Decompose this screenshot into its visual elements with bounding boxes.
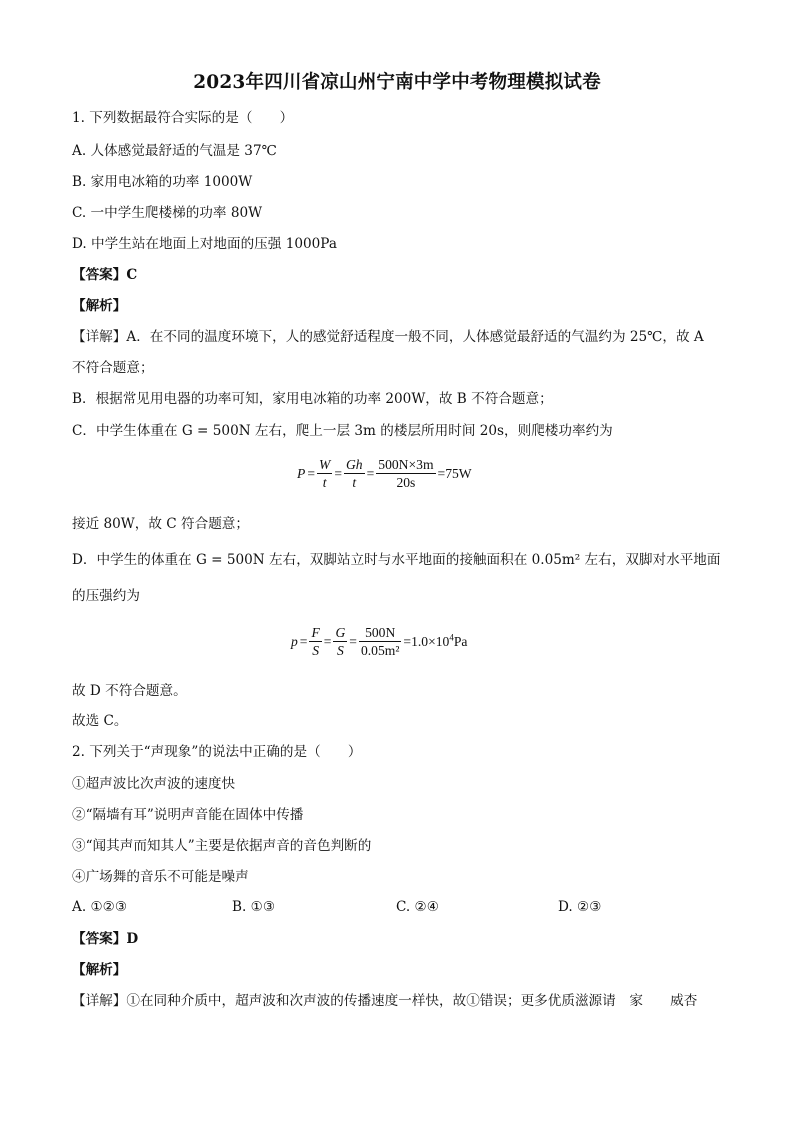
formula-power-frac-3-num: 500N×3m — [378, 457, 434, 472]
formula-pressure-result-base: =1.0×10 — [403, 633, 450, 649]
formula-power-eq: = — [366, 465, 375, 481]
q1-option-b: B. 家用电冰箱的功率 1000W — [72, 174, 253, 190]
page-title: 2023年四川省凉山州宁南中学中考物理模拟试卷 — [193, 72, 601, 93]
q1-detail-c: C．中学生体重在 G = 500N 左右，爬上一层 3m 的楼层所用时间 20s，则爬楼功率约为 — [72, 423, 613, 439]
q1-answer: 【答案】C — [72, 267, 138, 283]
formula-pressure-result-unit: Pa — [453, 633, 468, 649]
formula-pressure-eq: = — [349, 633, 357, 649]
q1-detail-c-conclusion: 接近 80W，故 C 符合题意； — [72, 516, 249, 532]
formula-pressure-result — [402, 631, 468, 650]
q2-detail-1: 【详解】①在同种介质中，超声波和次声波的传播速度一样快，故①错误；更多优质滋源请 家 威杏 — [72, 993, 698, 1009]
formula-pressure-frac-2 — [333, 624, 347, 659]
q1-analysis-label: 【解析】 — [72, 298, 127, 314]
q2-stem: 2. 下列关于“声现象”的说法中正确的是（ ） — [72, 744, 362, 760]
formula-power-eq: = — [307, 465, 315, 481]
formula-pressure-eq: = — [299, 633, 308, 649]
q1-detail-b: B．根据常见用电器的功率可知，家用电冰箱的功率 200W，故 B 不符合题意； — [72, 391, 553, 407]
formula-pressure-eq: = — [323, 633, 332, 649]
formula-power-frac-3-den: 20s — [396, 475, 416, 490]
q2-option-b: B. ①③ — [232, 899, 276, 915]
q2-item-4: ④广场舞的音乐不可能是噪声 — [72, 869, 249, 885]
q2-option-d: D. ②③ — [558, 899, 602, 915]
q1-detail-d: D．中学生的体重在 G = 500N 左右，双脚站立时与水平地面的接触面积在 0.05m² 左右，双脚对水平地面 — [72, 552, 721, 568]
formula-pressure-frac-3-num: 500N — [359, 624, 401, 642]
formula-pressure-frac-1-num: F — [311, 625, 320, 640]
formula-power-lhs: P — [297, 465, 306, 481]
q2-item-3: ③“闻其声而知其人”主要是依据声音的音色判断的 — [72, 838, 372, 854]
q1-detail-d-conclusion: 故 D 不符合题意。 — [72, 683, 187, 699]
formula-pressure-frac-3-den: 0.05m² — [360, 643, 400, 658]
formula-power-frac-3 — [376, 456, 435, 491]
q2-answer: 【答案】D — [72, 931, 139, 947]
q1-detail-a-cont: 不符合题意； — [72, 360, 154, 376]
formula-pressure-frac-2-num: G — [335, 625, 346, 640]
q2-item-1: ①超声波比次声波的速度快 — [72, 776, 236, 792]
formula-pressure-frac-1 — [309, 624, 321, 659]
formula-power-frac-2 — [344, 456, 365, 491]
formula-power-frac-2-den: t — [352, 475, 357, 490]
formula-pressure — [290, 624, 468, 659]
formula-power-eq: = — [334, 465, 342, 481]
q1-detail-a: 【详解】A．在不同的温度环境下，人的感觉舒适程度一般不同，人体感觉最舒适的气温约为 25℃，故 A — [72, 329, 704, 345]
q1-option-d: D. 中学生站在地面上对地面的压强 1000Pa — [72, 236, 337, 252]
formula-pressure-frac-2-den: S — [336, 643, 344, 658]
formula-pressure-frac-3 — [359, 624, 401, 659]
formula-power-frac-2-num: Gh — [345, 457, 363, 472]
q2-option-a: A. ①②③ — [72, 899, 128, 915]
formula-power — [296, 456, 473, 491]
formula-pressure-result-exp: 4 — [449, 631, 454, 642]
q2-option-c: C. ②④ — [396, 899, 439, 915]
q1-stem: 1. 下列数据最符合实际的是（ ） — [72, 110, 294, 126]
q1-conclusion: 故选 C。 — [72, 713, 128, 729]
q1-option-a: A. 人体感觉最舒适的气温是 37℃ — [72, 143, 277, 159]
formula-pressure-lhs: p — [291, 633, 298, 649]
formula-power-frac-1-den: t — [322, 475, 327, 490]
q2-analysis-label: 【解析】 — [72, 962, 127, 978]
formula-power-frac-1 — [317, 456, 332, 491]
q1-detail-d-cont: 的压强约为 — [72, 588, 140, 604]
formula-power-frac-1-num: W — [318, 457, 331, 472]
formula-pressure-frac-1-den: S — [312, 643, 320, 658]
q2-item-2: ②“隔墙有耳”说明声音能在固体中传播 — [72, 807, 304, 823]
q1-option-c: C. 一中学生爬楼梯的功率 80W — [72, 205, 263, 221]
formula-power-result: =75W — [437, 465, 472, 481]
